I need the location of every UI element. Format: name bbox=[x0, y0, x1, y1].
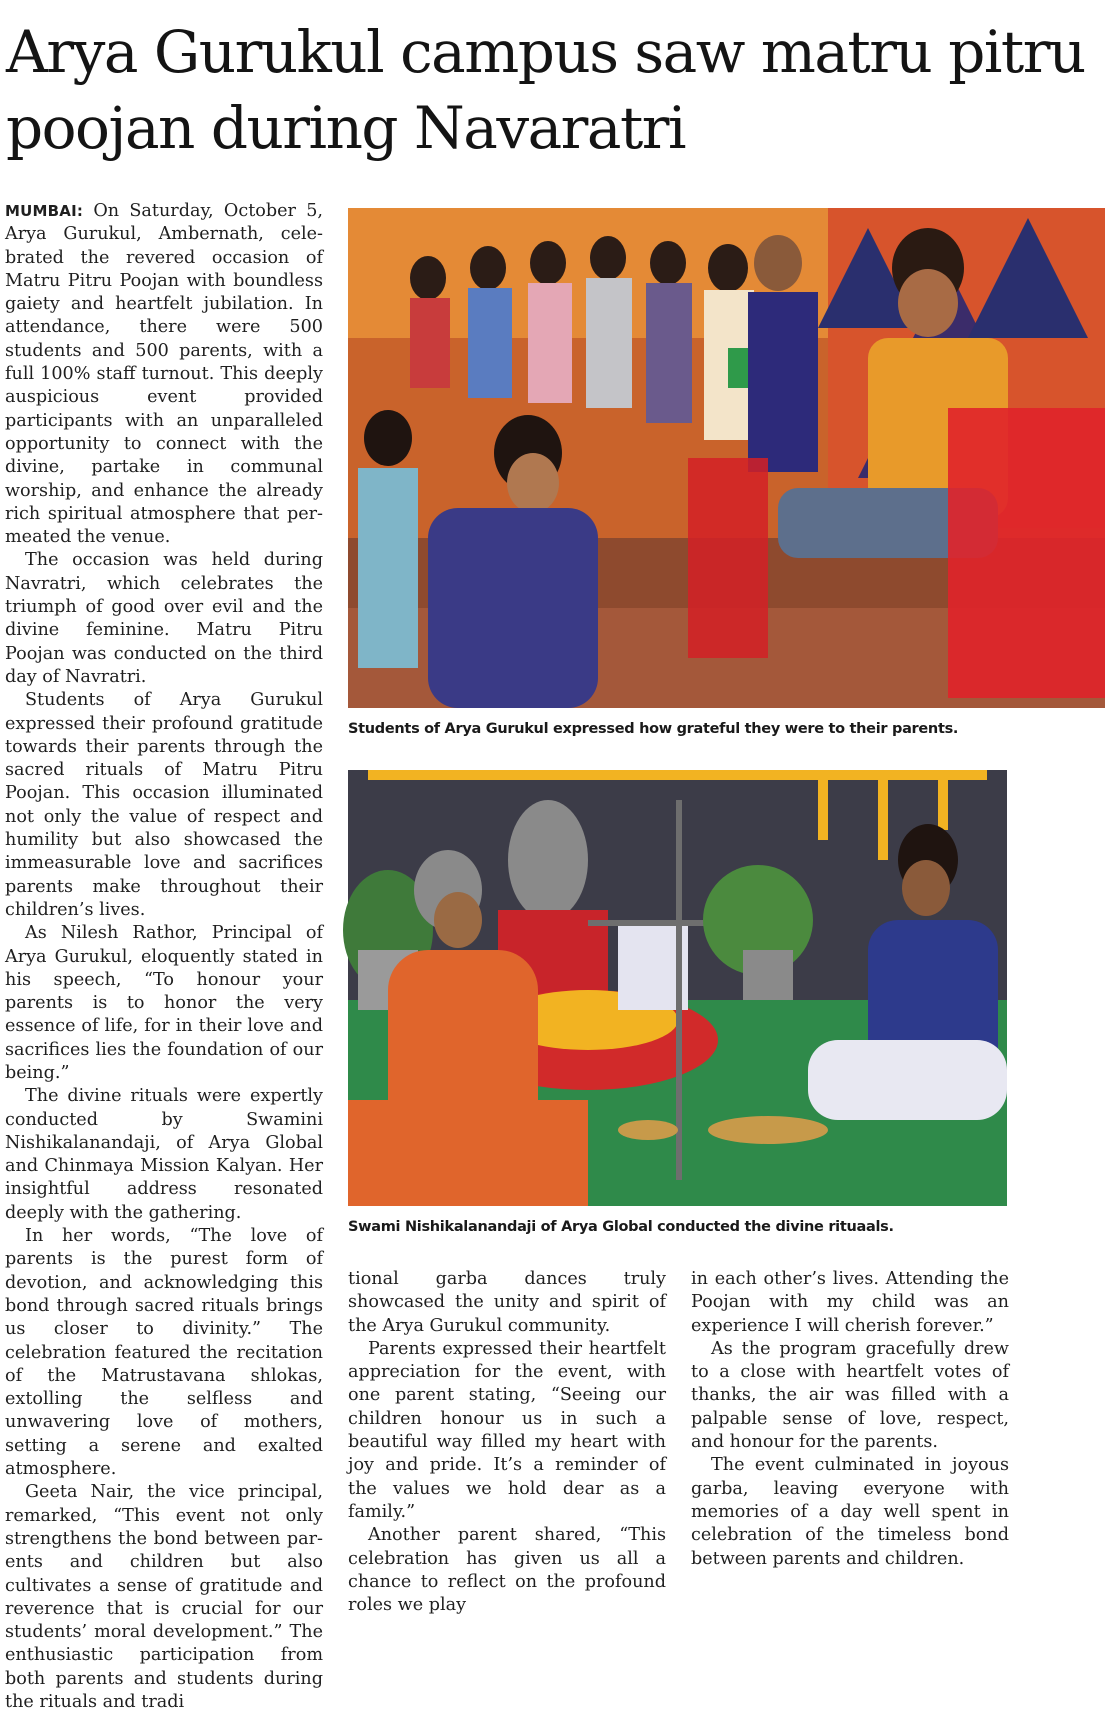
article-paragraph: Parents expressed their heartfelt appreciation for the event, with one parent stating, “Seeing our children honour us in such a beautiful way filled my heart with joy and pride. It’s a reminder of the values we hold dear as a family.” bbox=[348, 1338, 666, 1522]
photo-caption-1: Students of Arya Gurukul expressed how grateful they were to their parents. bbox=[348, 721, 959, 737]
article-paragraph: Students of Arya Gurukul expressed their profound gratitude towards their parents through the sacred rituals of Matru Pitru Poojan. This occasion illuminated not only the value of respect and humility but also showcased the immeasurable love and sacrifices parents make throughout their children’s lives. bbox=[5, 690, 323, 920]
photo-students-and-parents bbox=[348, 208, 1105, 708]
headline: Arya Gurukul campus saw matru pitru poojan during Navaratri bbox=[6, 18, 1085, 162]
paragraph-text: On Saturday, October 5, Arya Gurukul, Ambernath, celebrated the revered occasion of Matru Pitru Poojan with boundless gaiety and heartfelt jubilation. In attendance, there were 500 students and 500 parents, with a full 100% staff turnout. This deeply auspicious event provided participants with an unparalleled opportunity to connect with the divine, partake in communal worship, and enhance the already rich spiritual atmosphere that permeated the venue. bbox=[5, 201, 323, 548]
article-paragraph: Another parent shared, “This celebration has given us all a chance to reflect on the profound roles we play bbox=[348, 1525, 666, 1616]
article-paragraph: The divine rituals were expertly conducted by Swamini Nishikalanandaji, of Arya Global and Chinmaya Mission Kalyan. Her insightful address resonated deeply with the gathering. bbox=[5, 1086, 323, 1223]
photo-divine-rituals bbox=[348, 770, 1007, 1206]
article-paragraph: The event culminated in joyous garba, leaving everyone with memories of a day well spent in celebration of the timeless bond between parents and children. bbox=[691, 1455, 1009, 1569]
photo-students-and-parents-image bbox=[348, 208, 1105, 708]
article-paragraph: In her words, “The love of parents is the purest form of devotion, and acknowledging this bond through sacred rituals brings us closer to divinity.” The celebration featured the recitation of the Matrustavana shlokas, extolling the selfless and unwavering love of mothers, setting a serene and exalted atmosphere. bbox=[5, 1226, 323, 1480]
dateline: MUMBAI: bbox=[5, 202, 84, 220]
article-paragraph: As the program gracefully drew to a close with heartfelt votes of thanks, the air was filled with a palpable sense of love, respect, and honour for the parents. bbox=[691, 1338, 1009, 1453]
article-column-2 bbox=[348, 1268, 666, 1616]
article-column-3 bbox=[691, 1268, 1009, 1584]
article-paragraph bbox=[5, 200, 323, 549]
photo-caption-2: Swami Nishikalanandaji of Arya Global conducted the divine rituaals. bbox=[348, 1219, 894, 1235]
article-paragraph: tional garba dances truly showcased the unity and spirit of the Arya Gurukul community. bbox=[348, 1269, 666, 1336]
article-paragraph: The occasion was held during Navratri, which celebrates the triumph of good over evil and the divine feminine. Matru Pitru Poojan was conducted on the third day of Navratri. bbox=[5, 550, 323, 687]
article-column-1 bbox=[5, 200, 323, 1712]
article-paragraph: As Nilesh Rathor, Principal of Arya Gurukul, eloquently stated in his speech, “To honour your parents is to honor the very essence of life, for in their love and sacrifices lies the foundation of our being.” bbox=[5, 923, 323, 1083]
article-paragraph: Geeta Nair, the vice principal, remarked, “This event not only strengthens the bond between parents and children but also cultivates a sense of gratitude and reverence that is crucial for our students’ moral development.” The enthusiastic participation from both parents and students during the rituals and tradi bbox=[5, 1482, 323, 1712]
photo-divine-rituals-image bbox=[348, 770, 1007, 1206]
article-paragraph: in each other’s lives. Attending the Poojan with my child was an experience I will cherish forever.” bbox=[691, 1269, 1009, 1336]
